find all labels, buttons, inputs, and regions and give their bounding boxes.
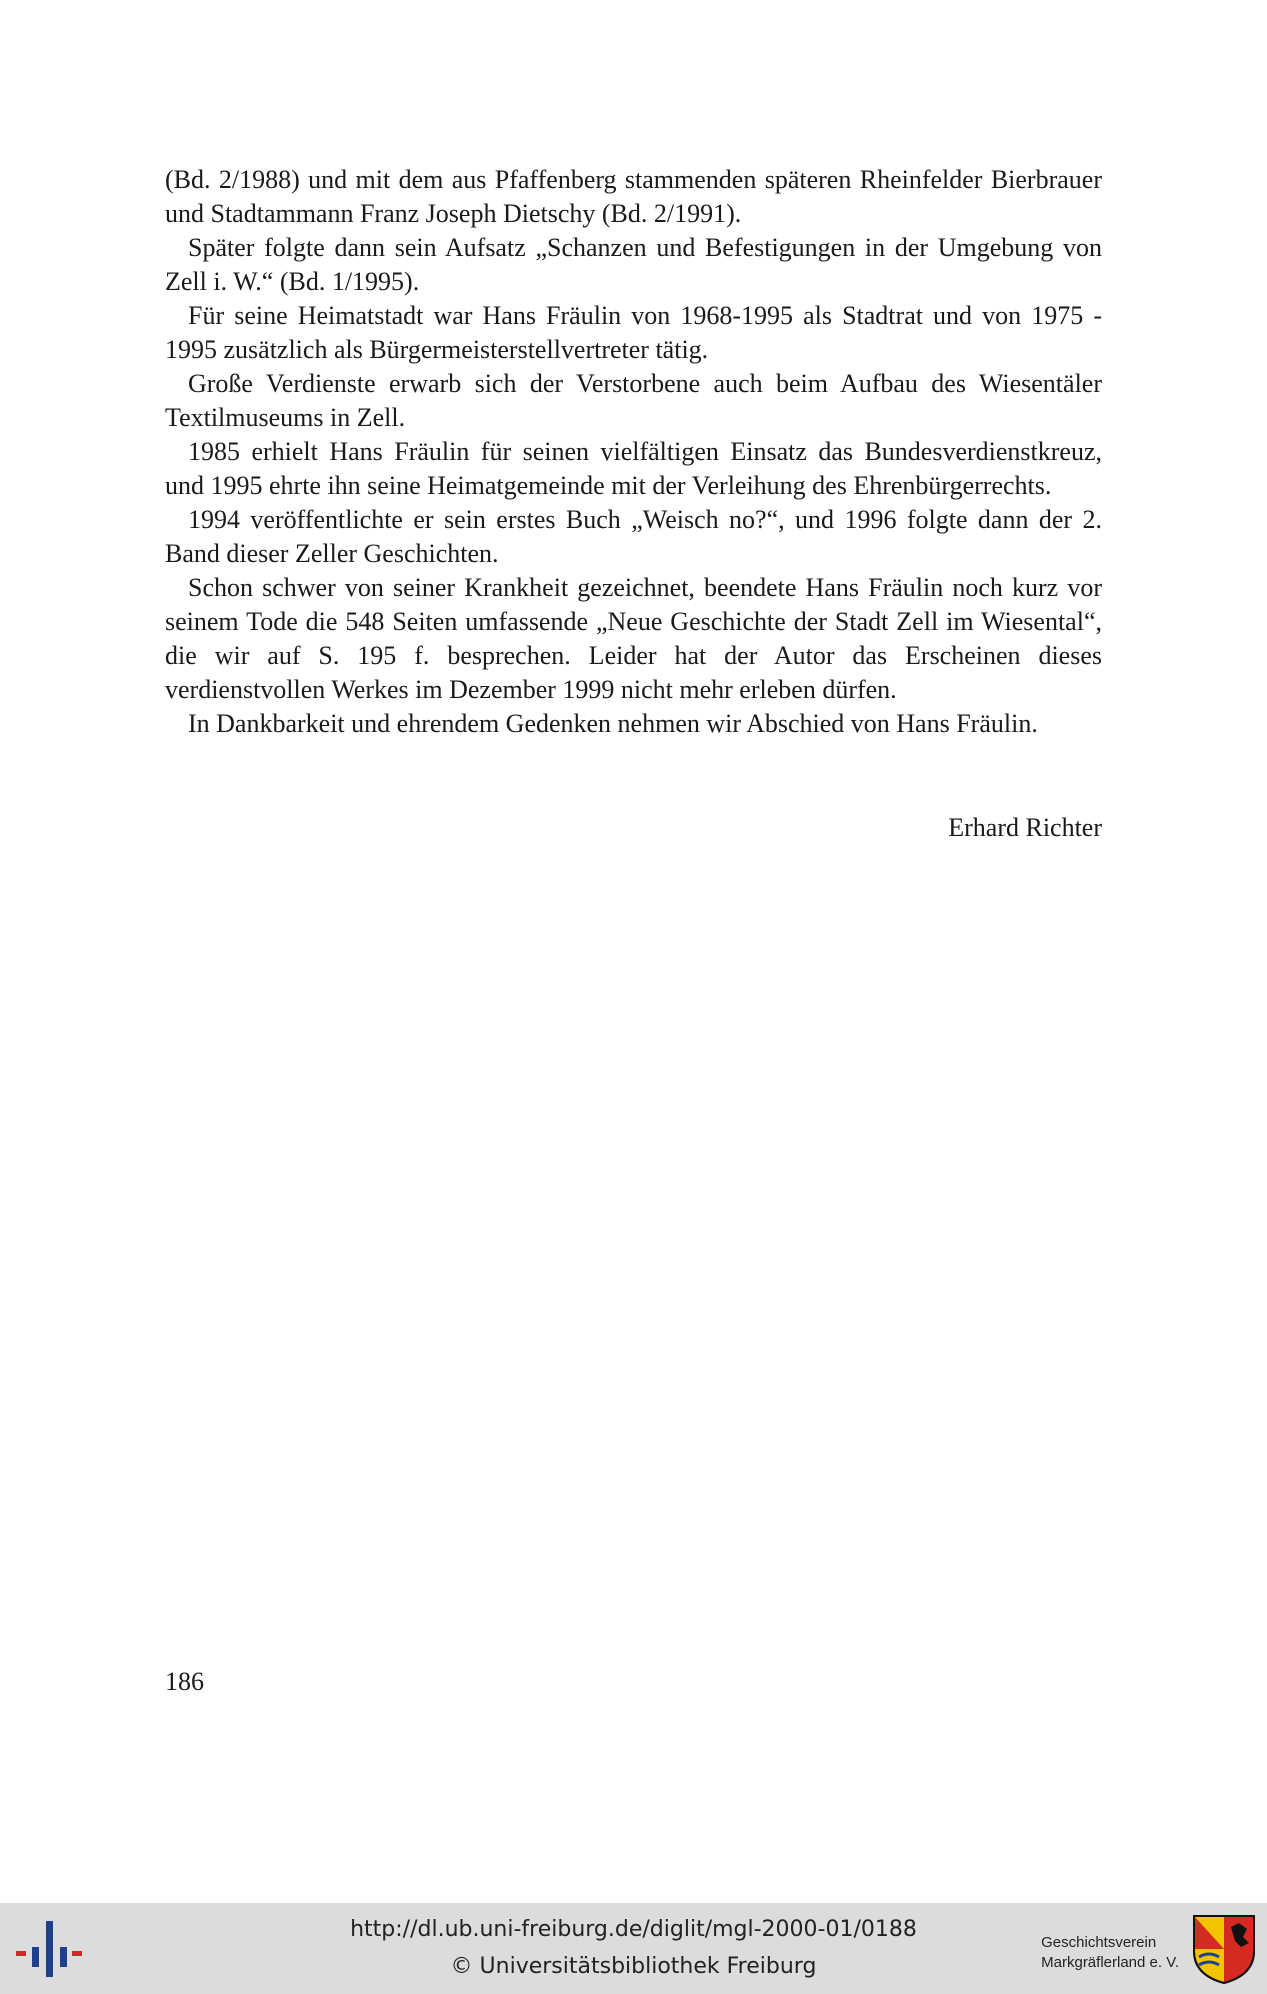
source-url-link[interactable]: http://dl.ub.uni-freiburg.de/diglit/mgl-2000-01/0188	[350, 1917, 917, 1942]
society-name	[1041, 1933, 1179, 1973]
body-text	[165, 163, 1102, 741]
paragraph: (Bd. 2/1988) und mit dem aus Pfaffenberg stammenden späteren Rheinfelder Bierbrauer und Stadtammann Franz Joseph Dietschy (Bd. 2/1991).	[165, 165, 1102, 228]
page-number: 186	[165, 1667, 204, 1696]
coat-of-arms-icon	[1191, 1913, 1257, 1985]
paragraph: 1994 veröffentlichte er sein erstes Buch „Weisch no?“, und 1996 folgte dann der 2. Band dieser Zeller Geschichten.	[165, 505, 1102, 568]
paragraph: Schon schwer von seiner Krankheit gezeichnet, beendete Hans Fräulin noch kurz vor seinem Tode die 548 Seiten umfassende „Neue Geschichte der Stadt Zell im Wiesental“, die wir auf S. 195 f. besprechen. Leider hat der Autor das Erscheinen dieses verdienstvollen Werkes im Dezember 1999 nicht mehr erleben dürfen.	[165, 573, 1102, 704]
paragraph: Für seine Heimatstadt war Hans Fräulin von 1968-1995 als Stadtrat und von 1975 - 1995 zusätzlich als Bürgermeisterstellvertreter tätig.	[165, 301, 1102, 364]
paragraph: Später folgte dann sein Aufsatz „Schanzen und Befestigungen in der Umgebung von Zell i. W.“ (Bd. 1/1995).	[165, 233, 1102, 296]
society-line: Markgräflerland e. V.	[1041, 1954, 1179, 1971]
copyright-text: © Universitätsbibliothek Freiburg	[450, 1954, 817, 1979]
author-signature: Erhard Richter	[948, 813, 1102, 842]
paragraph: Große Verdienste erwarb sich der Verstorbene auch beim Aufbau des Wiesentäler Textilmuseums in Zell.	[165, 369, 1102, 432]
society-line: Geschichtsverein	[1041, 1934, 1157, 1951]
footer-bar	[0, 1903, 1267, 1994]
paragraph: 1985 erhielt Hans Fräulin für seinen vielfältigen Einsatz das Bundesverdienstkreuz, und 1995 ehrte ihn seine Heimatgemeinde mit der Verleihung des Ehrenbürgerrechts.	[165, 437, 1102, 500]
paragraph: In Dankbarkeit und ehrendem Gedenken nehmen wir Abschied von Hans Fräulin.	[188, 709, 1038, 738]
